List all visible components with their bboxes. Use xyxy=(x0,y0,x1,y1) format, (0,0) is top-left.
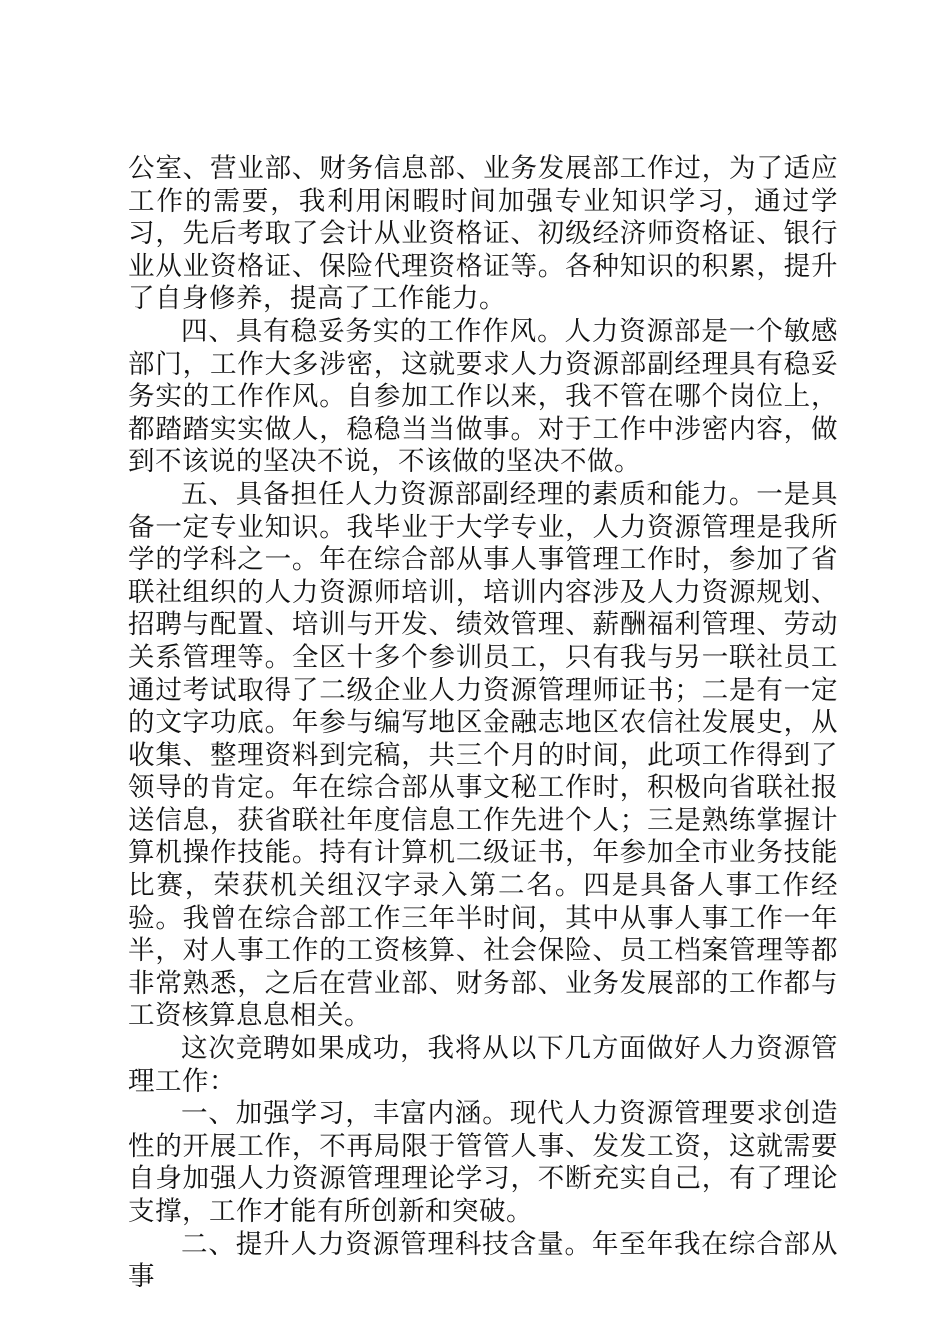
paragraph-plan-two: 二、提升人力资源管理科技含量。年至年我在综合部从事 xyxy=(128,1228,838,1293)
paragraph-plan-one: 一、加强学习，丰富内涵。现代人力资源管理要求创造性的开展工作，不再局限于管管人事、发发工资，这就需要自身加强人力资源管理理论学习，不断充实自己，有了理论支撑，工作才能有所创新和突破。 xyxy=(128,1098,838,1227)
paragraph-plan-intro: 这次竞聘如果成功，我将从以下几方面做好人力资源管理工作： xyxy=(128,1033,838,1097)
paragraph-continued: 公室、营业部、财务信息部、业务发展部工作过，为了适应工作的需要，我利用闲暇时间加强专业知识学习，通过学习，先后考取了会计从业资格证、初级经济师资格证、银行业从业资格证、保险代理资格证等。各种知识的积累，提升了自身修养，提高了工作能力。 xyxy=(128,153,838,315)
paragraph-qualifications: 五、具备担任人力资源部副经理的素质和能力。一是具备一定专业知识。我毕业于大学专业，人力资源管理是我所学的学科之一。年在综合部从事人事管理工作时，参加了省联社组织的人力资源师培训，培训内容涉及人力资源规划、招聘与配置、培训与开发、绩效管理、薪酬福利管理、劳动关系管理等。全区十多个参训员工，只有我与另一联社员工通过考试取得了二级企业人力资源管理师证书；二是有一定的文字功底。年参与编写地区金融志地区农信社发展史，从收集、整理资料到完稿，共三个月的时间，此项工作得到了领导的肯定。年在综合部从事文秘工作时，积极向省联社报送信息，获省联社年度信息工作先进个人；三是熟练掌握计算机操作技能。持有计算机二级证书，年参加全市业务技能比赛，荣获机关组汉字录入第二名。四是具备人事工作经验。我曾在综合部工作三年半时间，其中从事人事工作一年半，对人事工作的工资核算、社会保险、员工档案管理等都非常熟悉，之后在营业部、财务部、业务发展部的工作都与工资核算息息相关。 xyxy=(128,478,838,1032)
document-page xyxy=(128,153,838,1294)
paragraph-work-style: 四、具有稳妥务实的工作作风。人力资源部是一个敏感部门，工作大多涉密，这就要求人力资源部副经理具有稳妥务实的工作作风。自参加工作以来，我不管在哪个岗位上，都踏踏实实做人，稳稳当当做事。对于工作中涉密内容，做到不该说的坚决不说，不该做的坚决不做。 xyxy=(128,315,838,478)
